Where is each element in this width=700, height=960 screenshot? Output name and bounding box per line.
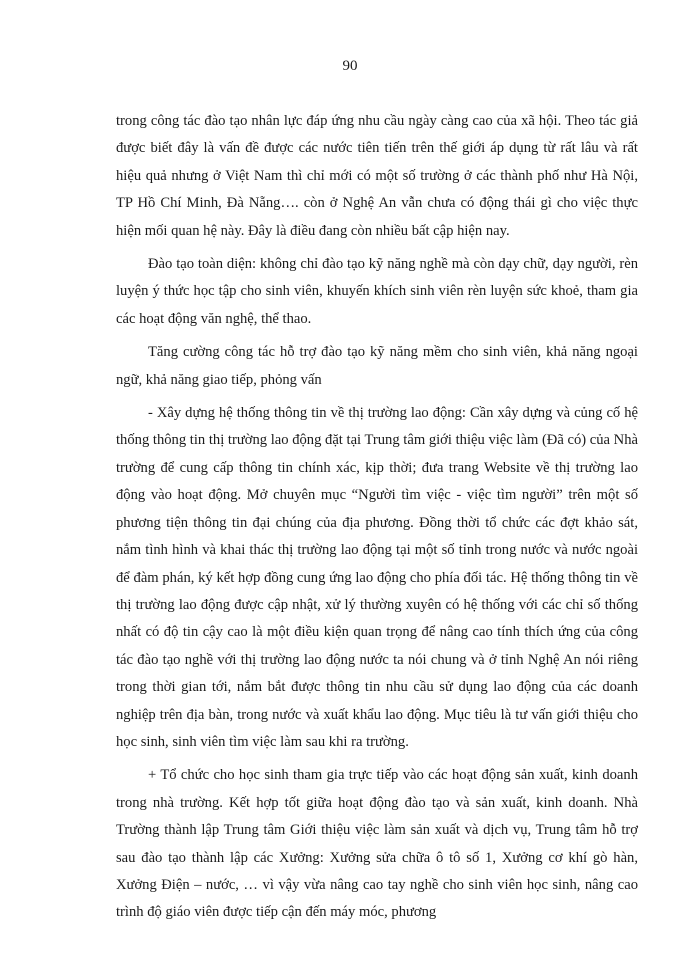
page-number: 90 [342,58,358,74]
document-body [116,108,638,933]
paragraph-5: + Tổ chức cho học sinh tham gia trực tiếp vào các hoạt động sản xuất, kinh doanh trong nhà trường. Kết hợp tốt giữa hoạt động đào tạo và sản xuất, kinh doanh. Nhà Trường thành lập Trung tâm Giới thiệu việc làm sản xuất và dịch vụ, Trung tâm hỗ trợ sau đào tạo thành lập các Xưởng: Xưởng sửa chữa ô tô số 1, Xưởng cơ khí gò hàn, Xưởng Điện – nước, … vì vậy vừa nâng cao tay nghề cho sinh viên học sinh, nâng cao trình độ giáo viên được tiếp cận đến máy móc, phương [116,767,638,921]
paragraph-4: - Xây dựng hệ thống thông tin về thị trường lao động: Cần xây dựng và củng cố hệ thống thông tin thị trường lao động đặt tại Trung tâm giới thiệu việc làm (Đã có) của Nhà trường để cung cấp thông tin chính xác, kịp thời; đưa trang Website về thị trường lao động vào hoạt động. Mở chuyên mục “Người tìm việc - việc tìm người” trên một số phương tiện thông tin đại chúng của địa phương. Đồng thời tổ chức các đợt khảo sát, nắm tình hình và khai thác thị trường lao động tại một số tỉnh trong nước và nước ngoài để đàm phán, ký kết hợp đồng cung ứng lao động cho phía đối tác. Hệ thống thông tin về thị trường lao động được cập nhật, xử lý thường xuyên có hệ thống với các chỉ số thống nhất có độ tin cậy cao là một điều kiện quan trọng để nâng cao tính thích ứng của công tác đào tạo nghề với thị trường lao động nước ta nói chung và ở tỉnh Nghệ An nói riêng trong thời gian tới, nắm bắt được thông tin nhu cầu sử dụng lao động của các doanh nghiệp trên địa bàn, trong nước và xuất khẩu lao động. Mục tiêu là tư vấn giới thiệu cho học sinh, sinh viên tìm việc làm sau khi ra trường. [116,405,638,750]
paragraph-2: Đào tạo toàn diện: không chỉ đào tạo kỹ năng nghề mà còn dạy chữ, dạy người, rèn luyện ý thức học tập cho sinh viên, khuyến khích sinh viên rèn luyện sức khoẻ, tham gia các hoạt động văn nghệ, thể thao. [116,256,638,327]
paragraph-1: trong công tác đào tạo nhân lực đáp ứng nhu cầu ngày càng cao của xã hội. Theo tác giả được biết đây là vấn đề được các nước tiên tiến trên thế giới áp dụng từ rất lâu và rất hiệu quả nhưng ở Việt Nam thì chỉ mới có một số trường ở các thành phố như Hà Nội, TP Hồ Chí Minh, Đà Nẵng…. còn ở Nghệ An vẫn chưa có động thái gì cho việc thực hiện mối quan hệ này. Đây là điều đang còn nhiều bất cập hiện nay. [116,113,638,239]
paragraph-3: Tăng cường công tác hỗ trợ đào tạo kỹ năng mềm cho sinh viên, khả năng ngoại ngữ, khả năng giao tiếp, phỏng vấn [116,344,638,388]
